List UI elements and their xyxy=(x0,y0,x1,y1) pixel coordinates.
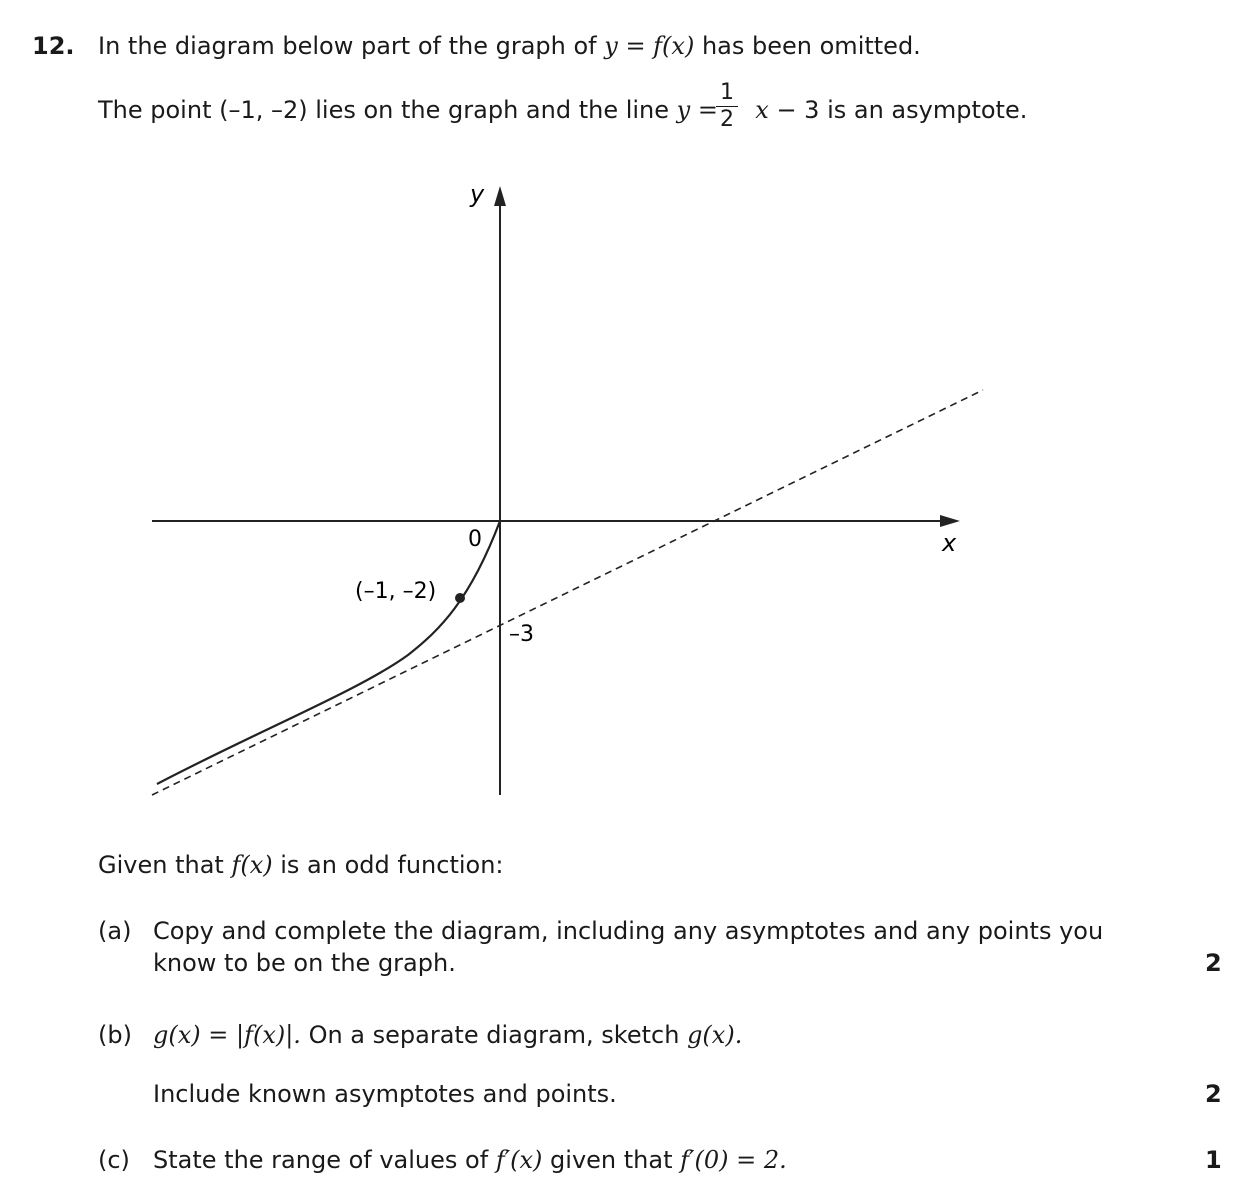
part-b-marks: 2 xyxy=(1205,1080,1222,1108)
part-c-line xyxy=(153,1146,787,1174)
part-b-label: (b) xyxy=(98,1021,132,1049)
part-b-line-2: Include known asymptotes and points. xyxy=(153,1080,617,1108)
intro-text-before: In the diagram below part of the graph of xyxy=(98,32,597,60)
given-text-after: is an odd function: xyxy=(280,851,504,879)
part-a-line-1: Copy and complete the diagram, including any asymptotes and any points you xyxy=(153,917,1104,945)
part-b-text: On a separate diagram, sketch xyxy=(308,1021,680,1049)
fraction-denominator: 2 xyxy=(720,107,734,132)
part-c-text-before: State the range of values of xyxy=(153,1146,489,1174)
part-b-line-1 xyxy=(153,1021,742,1049)
intro-text-after: has been omitted. xyxy=(701,32,921,60)
point-label: (–1, –2) xyxy=(355,579,437,604)
part-a-marks: 2 xyxy=(1205,949,1222,977)
question-number: 12. xyxy=(32,32,75,60)
part-a-line-2: know to be on the graph. xyxy=(153,949,456,977)
asymptote-line xyxy=(152,390,983,795)
part-c-text-mid: given that xyxy=(550,1146,673,1174)
x-axis-arrow-icon xyxy=(940,515,960,527)
part-c-expression-2: f′(0) = 2. xyxy=(680,1146,787,1174)
origin-label: 0 xyxy=(468,527,482,552)
part-c-expression: f′(x) xyxy=(495,1146,543,1174)
part-b-expression-2: g(x). xyxy=(687,1021,743,1049)
line2-text-after: − 3 is an asymptote. xyxy=(776,96,1028,124)
part-a-label: (a) xyxy=(98,917,132,945)
line2-text-before: The point (–1, –2) lies on the graph and the line xyxy=(98,96,670,124)
asymptote-x: x xyxy=(755,96,769,124)
intro-function: y = f(x) xyxy=(604,32,695,60)
given-function: f(x) xyxy=(231,851,273,879)
asymptote-y: y = xyxy=(676,96,718,124)
part-b-expression: g(x) = |f(x)|. xyxy=(153,1021,301,1049)
point-marker xyxy=(455,593,465,603)
function-curve xyxy=(157,521,500,784)
part-c-label: (c) xyxy=(98,1146,130,1174)
given-text-before: Given that xyxy=(98,851,224,879)
x-axis-label: x xyxy=(942,529,957,557)
fraction-numerator: 1 xyxy=(720,80,734,105)
y-axis-arrow-icon xyxy=(494,186,506,206)
y-intercept-label: –3 xyxy=(509,622,534,647)
part-c-marks: 1 xyxy=(1205,1146,1222,1174)
given-statement xyxy=(98,851,504,879)
y-axis-label: y xyxy=(470,180,485,208)
